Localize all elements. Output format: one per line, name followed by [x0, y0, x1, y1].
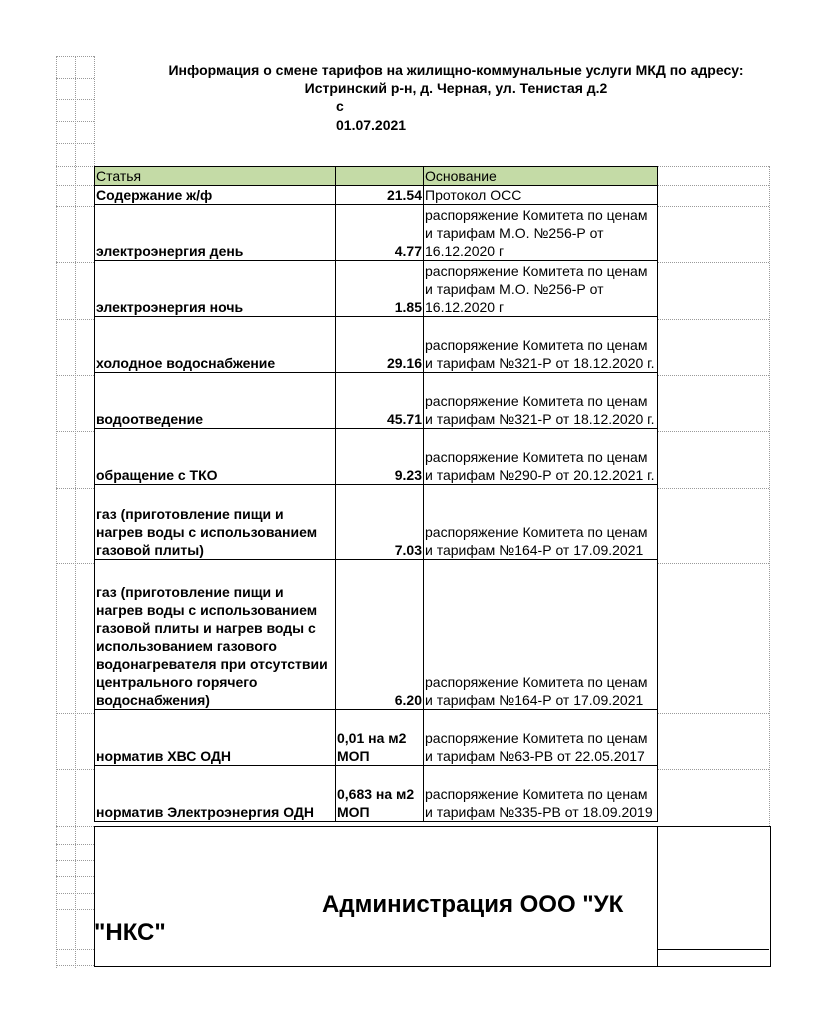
- footer-divider: [657, 949, 769, 950]
- column-header-item: Статья: [95, 167, 336, 186]
- grid-line: [75, 56, 76, 968]
- grid-line: [56, 99, 94, 100]
- grid-line: [657, 431, 769, 432]
- grid-line: [56, 143, 94, 144]
- row-value: 0,01 на м2 МОП: [336, 710, 424, 766]
- row-item: электроэнергия день: [95, 205, 336, 261]
- grid-line: [56, 56, 94, 57]
- grid-line: [657, 206, 769, 207]
- table-header-row: [95, 167, 658, 186]
- grid-line: [56, 876, 94, 877]
- row-item: водоотведение: [95, 373, 336, 429]
- table-row: [95, 710, 658, 766]
- row-basis: Протокол ОСС: [424, 186, 658, 205]
- table-row: [95, 186, 658, 205]
- grid-line: [56, 431, 94, 432]
- administration-signature: Администрация ООО "УК: [322, 891, 624, 918]
- row-value: 45.71: [336, 373, 424, 429]
- grid-line: [657, 375, 769, 376]
- row-basis: распоряжение Комитета по ценам и тарифам М.О. №256-Р от 16.12.2020 г: [424, 205, 658, 261]
- grid-line: [657, 488, 769, 489]
- table-row: [95, 485, 658, 560]
- table-row: [95, 373, 658, 429]
- grid-line: [56, 844, 94, 845]
- row-basis: распоряжение Комитета по ценам и тарифам №290-Р от 20.12.2021 г.: [424, 429, 658, 485]
- table-row: [95, 261, 658, 317]
- grid-line: [94, 56, 95, 166]
- grid-line: [56, 949, 94, 950]
- table-row: [95, 317, 658, 373]
- row-item: газ (приготовление пищи и нагрев воды с использованием газовой плиты и нагрев воды с использованием газового водонагревателя при отсутствии центрального горячего водоснабжения): [95, 560, 336, 710]
- row-basis: распоряжение Комитета по ценам и тарифам №321-Р от 18.12.2020 г.: [424, 317, 658, 373]
- row-value: 1.85: [336, 261, 424, 317]
- grid-line: [56, 488, 94, 489]
- grid-line: [657, 185, 769, 186]
- page-title: Информация о смене тарифов на жилищно-коммунальные услуги МКД по адресу:: [168, 62, 744, 78]
- grid-line: [56, 78, 94, 79]
- grid-line: [56, 185, 94, 186]
- grid-line: [56, 909, 94, 910]
- row-basis: распоряжение Комитета по ценам и тарифам №63-РВ от 22.05.2017: [424, 710, 658, 766]
- row-value: 21.54: [336, 186, 424, 205]
- grid-line: [56, 262, 94, 263]
- from-label: с: [336, 98, 344, 114]
- grid-line: [56, 893, 94, 894]
- row-value: 4.77: [336, 205, 424, 261]
- grid-line: [56, 121, 94, 122]
- grid-line: [657, 769, 769, 770]
- row-item: газ (приготовление пищи и нагрев воды с использованием газовой плиты): [95, 485, 336, 560]
- address-line: Истринский р-н, д. Черная, ул. Тенистая д.2: [304, 80, 608, 96]
- row-value: 9.23: [336, 429, 424, 485]
- row-basis: распоряжение Комитета по ценам и тарифам №321-Р от 18.12.2020 г.: [424, 373, 658, 429]
- row-basis: распоряжение Комитета по ценам и тарифам №335-РВ от 18.09.2019: [424, 766, 658, 822]
- row-value: 0,683 на м2 МОП: [336, 766, 424, 822]
- row-item: Содержание ж/ф: [95, 186, 336, 205]
- row-item: норматив Электроэнергия ОДН: [95, 766, 336, 822]
- row-value: 6.20: [336, 560, 424, 710]
- row-basis: распоряжение Комитета по ценам и тарифам М.О. №256-Р от 16.12.2020 г: [424, 261, 658, 317]
- grid-line: [657, 262, 769, 263]
- column-header-basis: Основание: [424, 167, 658, 186]
- row-item: холодное водоснабжение: [95, 317, 336, 373]
- row-value: 29.16: [336, 317, 424, 373]
- row-value: 7.03: [336, 485, 424, 560]
- grid-line: [657, 563, 769, 564]
- column-header-value: [336, 167, 424, 186]
- grid-line: [56, 563, 94, 564]
- row-basis: распоряжение Комитета по ценам и тарифам №164-Р от 17.09.2021: [424, 560, 658, 710]
- row-basis: распоряжение Комитета по ценам и тарифам №164-Р от 17.09.2021: [424, 485, 658, 560]
- effective-date: 01.07.2021: [336, 117, 407, 133]
- tariff-table: [94, 166, 658, 822]
- grid-line: [56, 713, 94, 714]
- company-name: "НКС": [94, 919, 166, 946]
- grid-line: [657, 713, 769, 714]
- grid-line: [56, 56, 57, 968]
- table-row: [95, 429, 658, 485]
- grid-line: [56, 769, 94, 770]
- table-row: [95, 205, 658, 261]
- table-row: [95, 766, 658, 822]
- grid-line: [56, 965, 94, 966]
- row-item: обращение с ТКО: [95, 429, 336, 485]
- grid-line: [56, 319, 94, 320]
- grid-line: [56, 826, 94, 827]
- grid-line: [56, 375, 94, 376]
- grid-line: [657, 319, 769, 320]
- grid-line: [56, 206, 94, 207]
- footer-side-box: [657, 826, 771, 967]
- grid-line: [56, 860, 94, 861]
- grid-line: [769, 166, 770, 826]
- table-row: [95, 560, 658, 710]
- row-item: норматив ХВС ОДН: [95, 710, 336, 766]
- row-item: электроэнергия ночь: [95, 261, 336, 317]
